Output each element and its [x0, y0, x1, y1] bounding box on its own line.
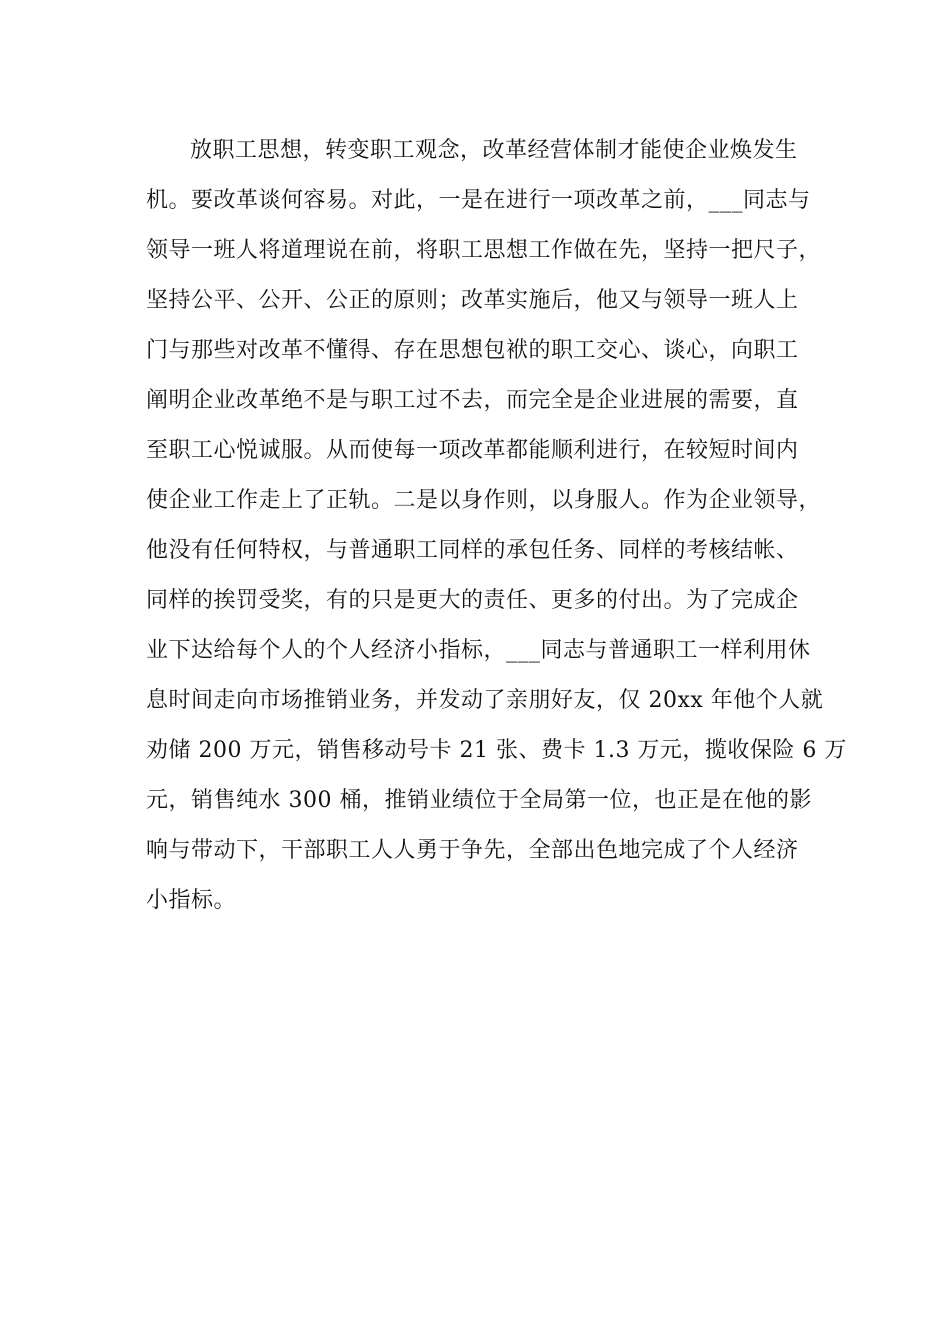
paragraph-line-5: 门与那些对改革不懂得、存在思想包袱的职工交心、谈心，向职工 [146, 338, 799, 363]
paragraph-line-3: 领导一班人将道理说在前，将职工思想工作做在先，坚持一把尺子， [146, 238, 822, 263]
paragraph-line-1: 放职工思想，转变职工观念，改革经营体制才能使企业焕发生 [190, 138, 798, 163]
document-body [146, 126, 847, 926]
paragraph-line-9: 他没有任何特权，与普通职工同样的承包任务、同样的考核结帐、 [146, 538, 799, 563]
paragraph-line-15: 响与带动下，干部职工人人勇于争先，全部出色地完成了个人经济 [146, 838, 799, 863]
paragraph-line-4: 坚持公平、公开、公正的原则；改革实施后，他又与领导一班人上 [146, 288, 799, 313]
paragraph-line-14: 元，销售纯水 300 桶，推销业绩位于全局第一位，也正是在他的影 [146, 788, 812, 813]
paragraph-line-6: 阐明企业改革绝不是与职工过不去，而完全是企业进展的需要，直 [146, 388, 799, 413]
paragraph-line-16: 小指标。 [146, 888, 237, 913]
paragraph-line-2: 机。要改革谈何容易。对此，一是在进行一项改革之前，___同志与 [146, 188, 811, 213]
paragraph-line-10: 同样的挨罚受奖，有的只是更大的责任、更多的付出。为了完成企 [146, 588, 799, 613]
paragraph-line-12: 息时间走向市场推销业务，并发动了亲朋好友，仅 20xx 年他个人就 [146, 688, 824, 713]
paragraph-line-7: 至职工心悦诚服。从而使每一项改革都能顺利进行，在较短时间内 [146, 438, 799, 463]
paragraph-line-13: 劝储 200 万元，销售移动号卡 21 张、费卡 1.3 万元，揽收保险 6 万 [146, 738, 847, 763]
paragraph-line-8: 使企业工作走上了正轨。二是以身作则，以身服人。作为企业领导， [146, 488, 822, 513]
paragraph-line-11: 业下达给每个人的个人经济小指标，___同志与普通职工一样利用休 [146, 638, 811, 663]
